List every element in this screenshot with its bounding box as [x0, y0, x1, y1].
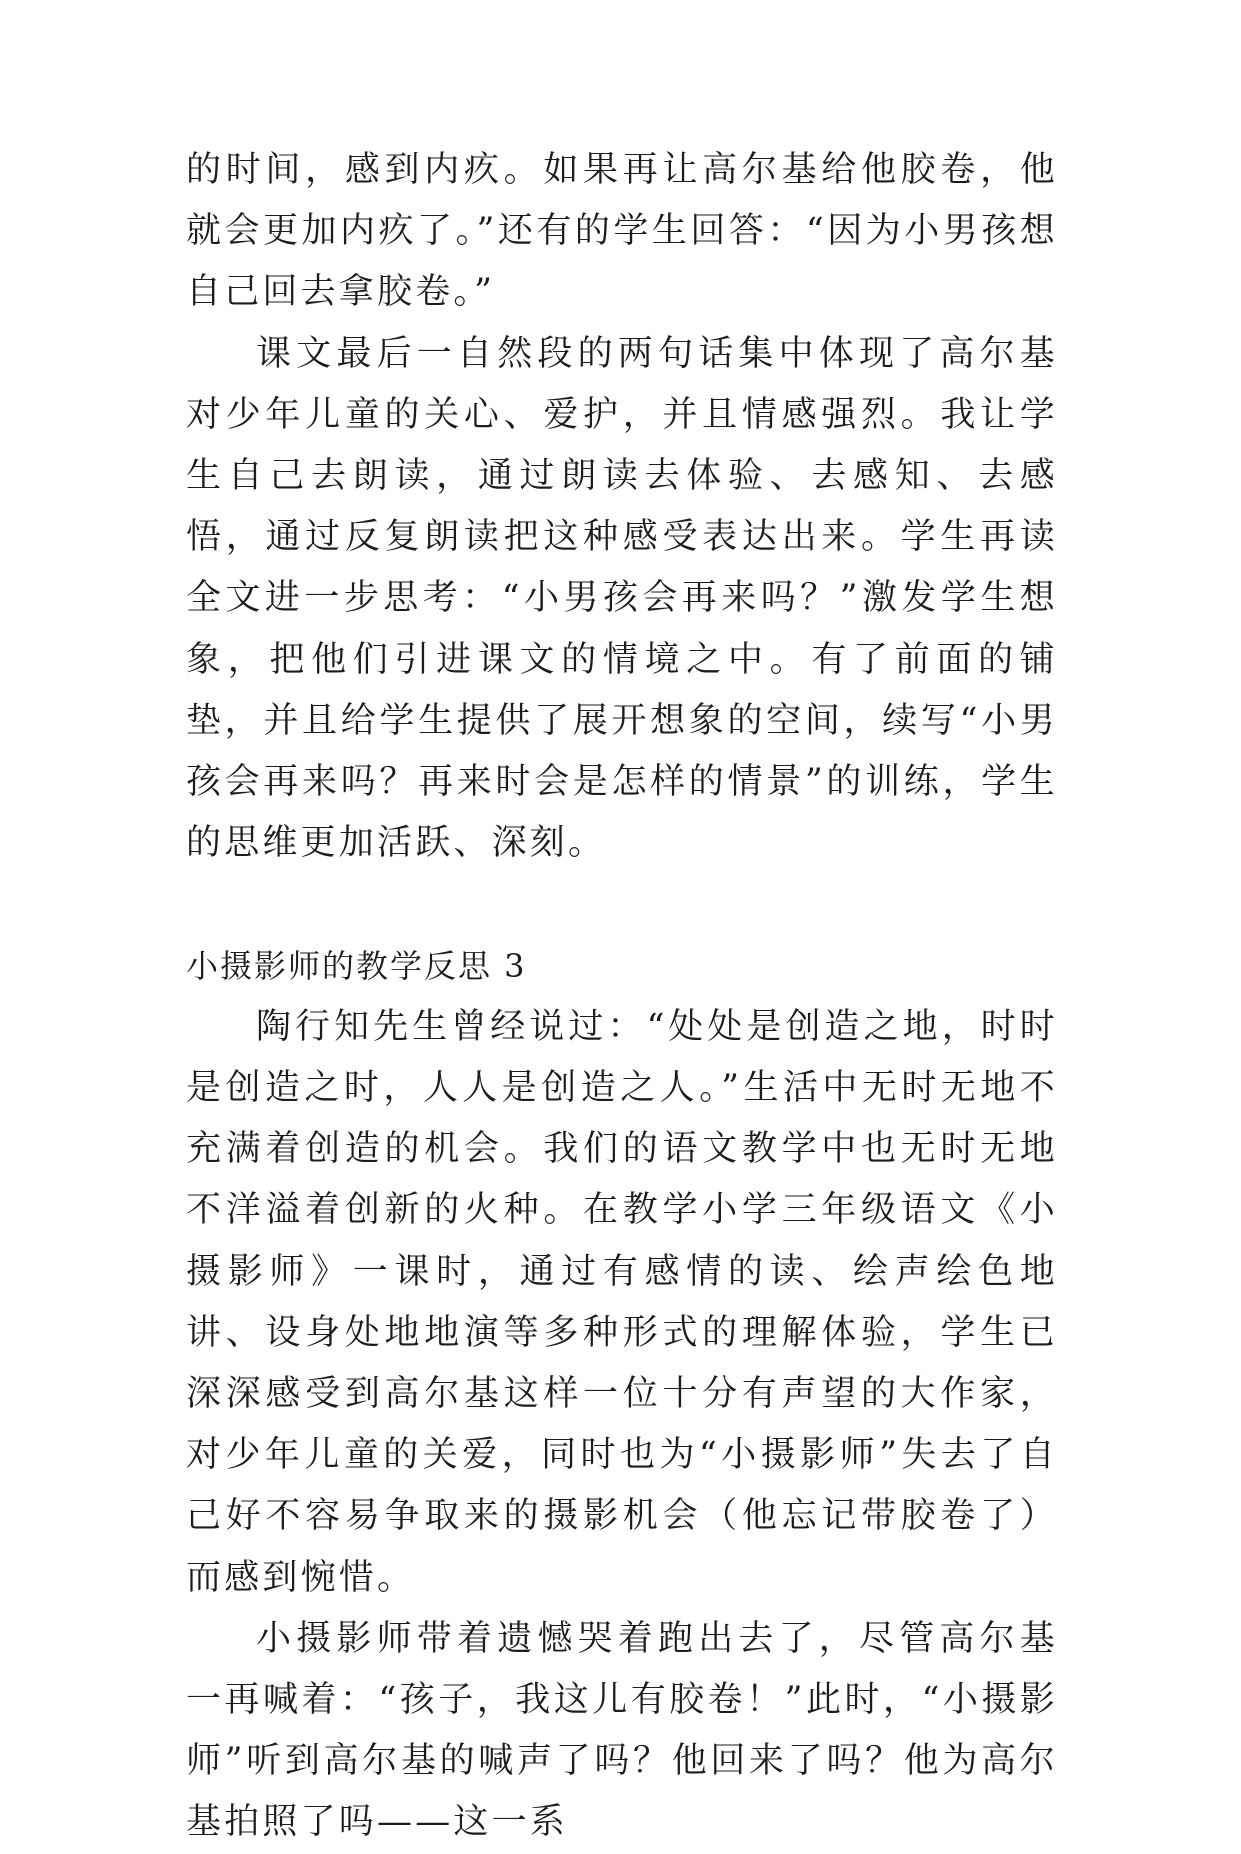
section-heading: 小摄影师的教学反思 3: [186, 946, 527, 985]
paragraph-closing-reflection: 课文最后一自然段的两句话集中体现了高尔基对少年儿童的关心、爱护，并且情感强烈。我让学生自己去朗读，通过朗读去体验、去感知、去感悟，通过反复朗读把这种感受表达出来。学生再读全文进一步思考：“小男孩会再来吗？”激发学生想象，把他们引进课文的情境之中。有了前面的铺垫，并且给学生提供了展开想象的空间，续写“小男孩会再来吗？再来时会是怎样的情景”的训练，学生的思维更加活跃、深刻。: [186, 333, 1058, 864]
paragraph-little-photographer: 小摄影师带着遗憾哭着跑出去了，尽管高尔基一再喊着：“孩子，我这儿有胶卷！”此时，“小摄影师”听到高尔基的喊声了吗？他回来了吗？他为高尔基拍照了吗——这一系: [186, 1618, 1058, 1843]
document-body: [186, 140, 1058, 1854]
paragraph-tao-xingzhi-quote: 陶行知先生曾经说过：“处处是创造之地，时时是创造之时，人人是创造之人。”生活中无时无地不充满着创造的机会。我们的语文教学中也无时无地不洋溢着创新的火种。在教学小学三年级语文《小摄影师》一课时，通过有感情的读、绘声绘色地讲、设身处地地演等多种形式的理解体验，学生已深深感受到高尔基这样一位十分有声望的大作家，对少年儿童的关爱，同时也为“小摄影师”失去了自己好不容易争取来的摄影机会（他忘记带胶卷了）而感到惋惜。: [186, 1006, 1058, 1598]
paragraph-continuation: 的时间，感到内疚。如果再让高尔基给他胶卷，他就会更加内疚了。”还有的学生回答：“因为小男孩想自己回去拿胶卷。”: [186, 150, 1058, 313]
